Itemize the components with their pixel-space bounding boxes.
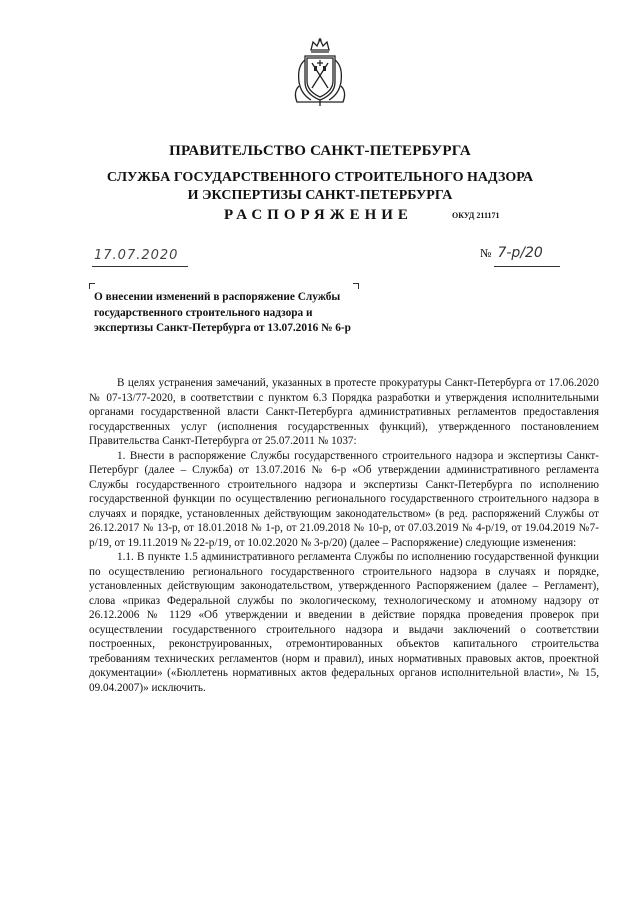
coat-of-arms-icon [293, 36, 347, 108]
subject-bracket-left [89, 283, 95, 289]
date-underline [92, 266, 188, 267]
document-subject: О внесении изменений в распоряжение Службы государственного строительного надзора и экспертизы Санкт-Петербурга от 13.07.2016 № 6-р [94, 291, 351, 334]
clause-1-paragraph: 1. Внести в распоряжение Службы государственного строительного надзора и экспертизы Санкт-Петербург (далее – Служба) от 13.07.2016 № 6-р «Об утверждении административного регламента Службы государственного строительного надзора и экспертизы Санкт-Петербурга по исполнению государственной функции по осуществлению регионального государственного строительного надзора в случаях и порядке, установленных действующим законодательством» (в ред. распоряжений Службы от 26.12.2017 № 13-р, от 18.01.2018 № 1-р, от 21.09.2018 № 10-р, от 07.03.2019 № 4-р/19, от 19.04.2019 №7-р/19, от 19.11.2019 № 22-р/19, от 10.02.2020 № 3-р/20) (далее – Распоряжение) следующие изменения: [89, 449, 599, 549]
document-type: РАСПОРЯЖЕНИЕ [224, 207, 413, 223]
service-title [0, 169, 640, 205]
service-title-line-1: СЛУЖБА ГОСУДАРСТВЕННОГО СТРОИТЕЛЬНОГО НАДЗОРА [106, 170, 534, 185]
number-sign: № [480, 246, 492, 260]
number-underline [494, 266, 560, 267]
signing-date: 17.07.2020 [94, 248, 179, 263]
preamble-paragraph: В целях устранения замечаний, указанных в протесте прокуратуры Санкт-Петербурга от 17.06.2020 № 07-13/77-2020, в соответствии с пунктом 6.3 Порядка разработки и утверждения исполнительными органами государственной власти Санкт-Петербурга административных регламентов предоставления государственных услуг (исполнения государственных функций), утвержденного постановлением Правительства Санкт-Петербурга от 25.07.2011 № 1037: [89, 377, 599, 447]
service-title-line-2: И ЭКСПЕРТИЗЫ САНКТ-ПЕТЕРБУРГА [187, 188, 453, 203]
subject-bracket-right [353, 283, 359, 289]
okud-code: ОКУД 211171 [452, 211, 500, 220]
document-number [480, 245, 543, 261]
clause-1-1-paragraph: 1.1. В пункте 1.5 административного регламента Службы по исполнению государственной функции по осуществлению регионального государственного строительного надзора в случаях и порядке, установленных действующим законодательством, утвержденного Распоряжением (далее – Регламент), слова «приказ Федеральной службы по экологическому, технологическому и атомному надзору от 26.12.2006 № 1129 «Об утверждении и введении в действие порядка проведения проверок при осуществлении государственного строительного надзора и выдачи заключений о соответствии построенных, реконструированных, отремонтированных объектов капитального строительства требованиям технических регламентов (норм и правил), иных нормативных правовых актов, проектной документации» («Бюллетень нормативных актов федеральных органов исполнительной власти», № 15, 09.04.2007)» исключить. [89, 551, 599, 694]
document-body [89, 376, 599, 695]
number-value: 7-р/20 [497, 245, 543, 261]
government-title: ПРАВИТЕЛЬСТВО САНКТ-ПЕТЕРБУРГА [169, 143, 471, 159]
